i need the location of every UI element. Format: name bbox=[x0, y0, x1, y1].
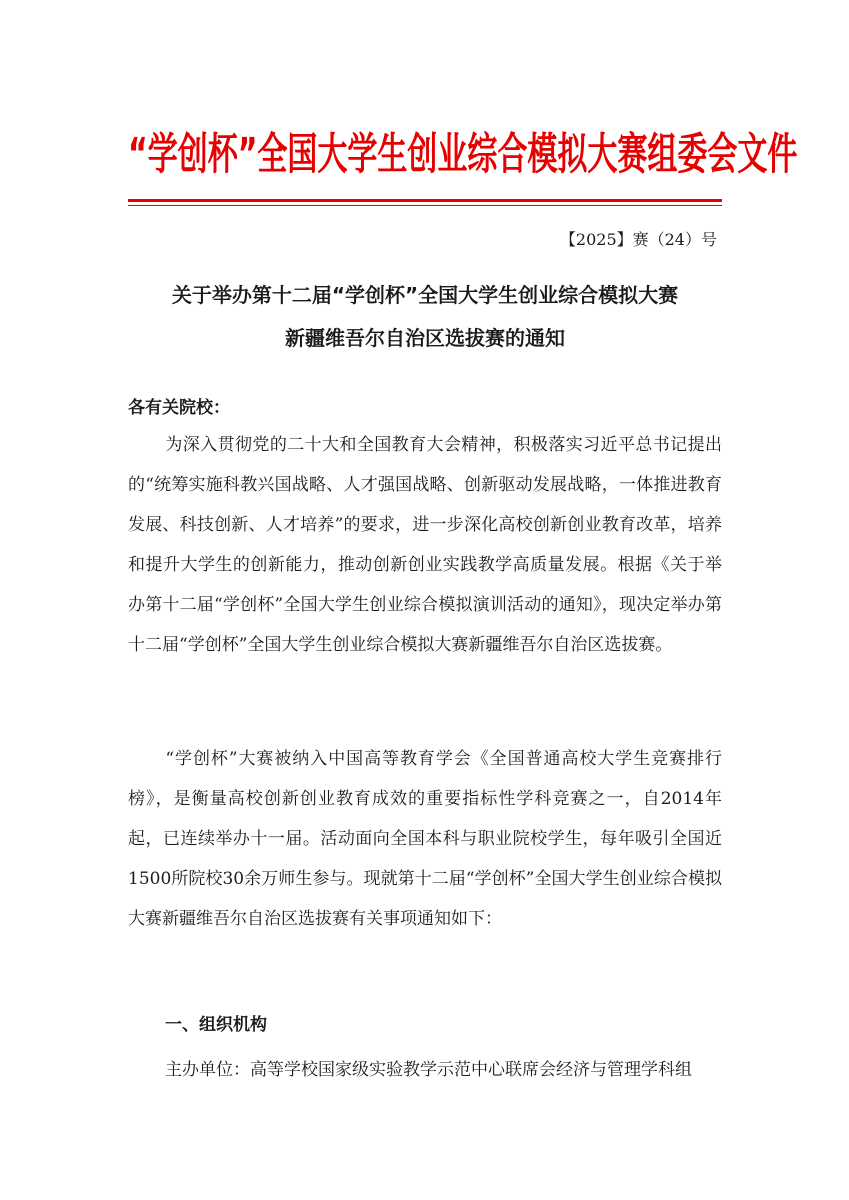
header-red-rule-thin bbox=[128, 205, 722, 206]
notice-title-line-2: 新疆维吾尔自治区选拔赛的通知 bbox=[285, 326, 565, 350]
body-paragraph-2: “学创杯”大赛被纳入中国高等教育学会《全国普通高校大学生竞赛排行榜》，是衡量高校创新创业教育成效的重要指标性学科竞赛之一，自2014年起，已连续举办十一届。活动面向全国本科与职业院校学生，每年吸引全国近1500所院校30余万师生参与。现就第十二届“学创杯”全国大学生创业综合模拟大赛新疆维吾尔自治区选拔赛有关事项通知如下： bbox=[128, 749, 722, 929]
section-heading-organization: 一、组织机构 bbox=[165, 1015, 267, 1035]
header-red-rule-thick bbox=[128, 199, 722, 202]
salutation: 各有关院校： bbox=[128, 398, 230, 418]
notice-title-line-1: 关于举办第十二届“学创杯”全国大学生创业综合模拟大赛 bbox=[171, 283, 679, 307]
organizer-line: 主办单位：高等学校国家级实验教学示范中心联席会经济与管理学科组 bbox=[165, 1060, 692, 1080]
body-paragraph-1: 为深入贯彻党的二十大和全国教育大会精神，积极落实习近平总书记提出的“统筹实施科教兴国战略、人才强国战略、创新驱动发展战略，一体推进教育发展、科技创新、人才培养”的要求，进一步深化高校创新创业教育改革，培养和提升大学生的创新能力，推动创新创业实践教学高质量发展。根据《关于举办第十二届“学创杯”全国大学生创业综合模拟演训活动的通知》，现决定举办第十二届“学创杯”全国大学生创业综合模拟大赛新疆维吾尔自治区选拔赛。 bbox=[128, 435, 722, 655]
document-number: 【2025】赛（24）号 bbox=[559, 230, 717, 249]
document-header-title: “学创杯”全国大学生创业综合模拟大赛组委会文件 bbox=[128, 129, 798, 181]
